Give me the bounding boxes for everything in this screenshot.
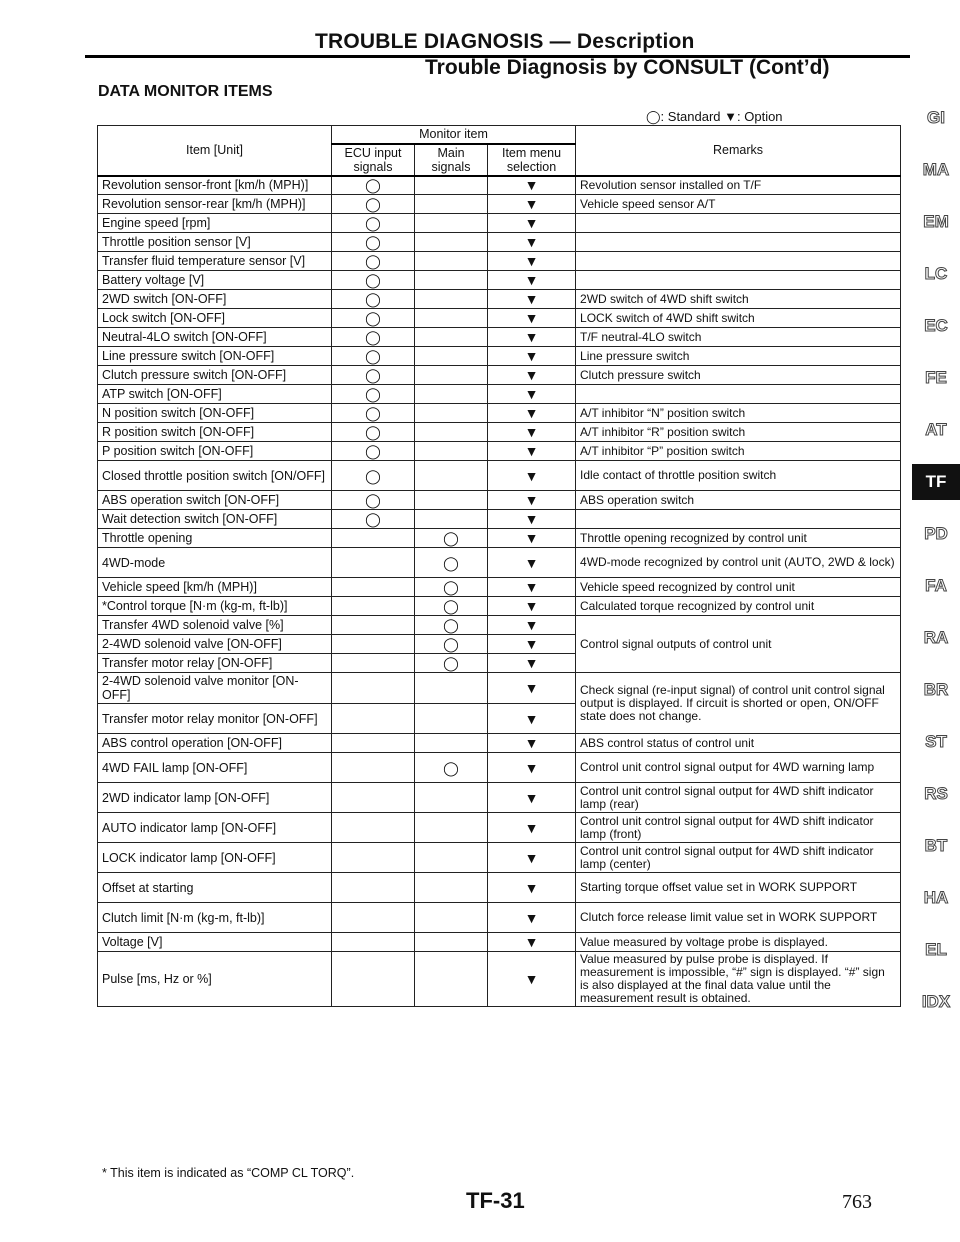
table-row bbox=[98, 734, 901, 753]
cell-main-signal bbox=[415, 385, 488, 404]
cell-item-menu: ▼ bbox=[488, 529, 576, 548]
table-row bbox=[98, 176, 901, 195]
cell-ecu-input bbox=[332, 952, 415, 1007]
cell-item: AUTO indicator lamp [ON-OFF] bbox=[98, 813, 332, 843]
cell-item: P position switch [ON-OFF] bbox=[98, 442, 332, 461]
cell-remarks: Calculated torque recognized by control unit bbox=[576, 597, 901, 616]
cell-ecu-input bbox=[332, 753, 415, 783]
header-main-signals: Main signals bbox=[415, 144, 488, 176]
cell-item-menu: ▼ bbox=[488, 510, 576, 529]
cell-remarks: Control signal outputs of control unit bbox=[576, 616, 901, 673]
cell-item-menu: ▼ bbox=[488, 290, 576, 309]
cell-item-menu: ▼ bbox=[488, 873, 576, 903]
table-row bbox=[98, 529, 901, 548]
header-item: Item [Unit] bbox=[98, 126, 332, 176]
cell-item: N position switch [ON-OFF] bbox=[98, 404, 332, 423]
cell-item: Engine speed [rpm] bbox=[98, 214, 332, 233]
cell-remarks: A/T inhibitor “N” position switch bbox=[576, 404, 901, 423]
cell-remarks bbox=[576, 214, 901, 233]
cell-main-signal: ◯ bbox=[415, 635, 488, 654]
cell-ecu-input: ◯ bbox=[332, 214, 415, 233]
section-tab-ha[interactable]: HA bbox=[923, 888, 949, 907]
cell-ecu-input: ◯ bbox=[332, 491, 415, 510]
cell-main-signal bbox=[415, 233, 488, 252]
section-tab-el[interactable]: EL bbox=[925, 940, 947, 959]
cell-remarks: Vehicle speed recognized by control unit bbox=[576, 578, 901, 597]
cell-item-menu: ▼ bbox=[488, 347, 576, 366]
cell-remarks: Clutch pressure switch bbox=[576, 366, 901, 385]
cell-item: ABS control operation [ON-OFF] bbox=[98, 734, 332, 753]
cell-item: *Control torque [N·m (kg-m, ft-lb)] bbox=[98, 597, 332, 616]
cell-item-menu: ▼ bbox=[488, 309, 576, 328]
cell-main-signal bbox=[415, 510, 488, 529]
cell-main-signal bbox=[415, 873, 488, 903]
cell-item-menu: ▼ bbox=[488, 635, 576, 654]
cell-ecu-input: ◯ bbox=[332, 309, 415, 328]
cell-remarks: 4WD-mode recognized by control unit (AUTO, 2WD & lock) bbox=[576, 548, 901, 578]
cell-main-signal bbox=[415, 328, 488, 347]
section-tab-fe[interactable]: FE bbox=[925, 368, 947, 387]
cell-remarks bbox=[576, 252, 901, 271]
cell-remarks: Control unit control signal output for 4WD warning lamp bbox=[576, 753, 901, 783]
cell-main-signal bbox=[415, 704, 488, 734]
cell-remarks: Check signal (re-input signal) of control unit control signal output is displayed. If circuit is shorted or open, ON/OFF state does not change. bbox=[576, 673, 901, 734]
cell-remarks bbox=[576, 271, 901, 290]
cell-main-signal bbox=[415, 252, 488, 271]
header-monitor-item: Monitor item bbox=[332, 126, 576, 144]
cell-item: Throttle opening bbox=[98, 529, 332, 548]
cell-remarks bbox=[576, 510, 901, 529]
cell-ecu-input: ◯ bbox=[332, 328, 415, 347]
cell-remarks: Control unit control signal output for 4WD shift indicator lamp (rear) bbox=[576, 783, 901, 813]
cell-ecu-input: ◯ bbox=[332, 404, 415, 423]
cell-item: Transfer motor relay monitor [ON-OFF] bbox=[98, 704, 332, 734]
table-row bbox=[98, 843, 901, 873]
cell-remarks: A/T inhibitor “P” position switch bbox=[576, 442, 901, 461]
cell-main-signal bbox=[415, 290, 488, 309]
cell-item: Transfer fluid temperature sensor [V] bbox=[98, 252, 332, 271]
cell-item: 2WD indicator lamp [ON-OFF] bbox=[98, 783, 332, 813]
cell-item-menu: ▼ bbox=[488, 753, 576, 783]
cell-item: Line pressure switch [ON-OFF] bbox=[98, 347, 332, 366]
table-row bbox=[98, 873, 901, 903]
cell-ecu-input bbox=[332, 783, 415, 813]
table-row bbox=[98, 290, 901, 309]
table-row bbox=[98, 813, 901, 843]
cell-item: 2-4WD solenoid valve monitor [ON-OFF] bbox=[98, 673, 332, 704]
cell-item-menu: ▼ bbox=[488, 252, 576, 271]
cell-main-signal bbox=[415, 366, 488, 385]
cell-item-menu: ▼ bbox=[488, 423, 576, 442]
page-code: TF-31 bbox=[466, 1188, 525, 1213]
cell-remarks: Starting torque offset value set in WORK SUPPORT bbox=[576, 873, 901, 903]
cell-item-menu: ▼ bbox=[488, 903, 576, 933]
cell-item: Clutch limit [N·m (kg-m, ft-lb)] bbox=[98, 903, 332, 933]
table-row bbox=[98, 328, 901, 347]
cell-remarks: Idle contact of throttle position switch bbox=[576, 461, 901, 491]
cell-ecu-input bbox=[332, 616, 415, 635]
cell-ecu-input: ◯ bbox=[332, 271, 415, 290]
cell-main-signal: ◯ bbox=[415, 578, 488, 597]
cell-item-menu: ▼ bbox=[488, 491, 576, 510]
cell-main-signal bbox=[415, 195, 488, 214]
cell-item-menu: ▼ bbox=[488, 176, 576, 195]
cell-main-signal bbox=[415, 214, 488, 233]
cell-ecu-input bbox=[332, 843, 415, 873]
cell-remarks: Value measured by voltage probe is displayed. bbox=[576, 933, 901, 952]
cell-item: Neutral-4LO switch [ON-OFF] bbox=[98, 328, 332, 347]
cell-remarks: Line pressure switch bbox=[576, 347, 901, 366]
data-monitor-table bbox=[97, 125, 901, 1007]
section-heading: DATA MONITOR ITEMS bbox=[98, 83, 273, 100]
cell-main-signal bbox=[415, 673, 488, 704]
cell-ecu-input bbox=[332, 704, 415, 734]
cell-remarks: LOCK switch of 4WD shift switch bbox=[576, 309, 901, 328]
section-tab-lc[interactable]: LC bbox=[924, 264, 948, 283]
cell-item: Revolution sensor-front [km/h (MPH)] bbox=[98, 176, 332, 195]
table-row bbox=[98, 491, 901, 510]
cell-main-signal bbox=[415, 783, 488, 813]
cell-ecu-input bbox=[332, 734, 415, 753]
cell-item-menu: ▼ bbox=[488, 328, 576, 347]
cell-item-menu: ▼ bbox=[488, 214, 576, 233]
cell-item-menu: ▼ bbox=[488, 734, 576, 753]
cell-ecu-input bbox=[332, 578, 415, 597]
table-row bbox=[98, 347, 901, 366]
cell-item-menu: ▼ bbox=[488, 366, 576, 385]
table-row bbox=[98, 423, 901, 442]
cell-item-menu: ▼ bbox=[488, 616, 576, 635]
cell-item: LOCK indicator lamp [ON-OFF] bbox=[98, 843, 332, 873]
cell-item-menu: ▼ bbox=[488, 404, 576, 423]
cell-ecu-input bbox=[332, 673, 415, 704]
table-row bbox=[98, 442, 901, 461]
cell-item: ABS operation switch [ON-OFF] bbox=[98, 491, 332, 510]
cell-ecu-input: ◯ bbox=[332, 423, 415, 442]
header-remarks: Remarks bbox=[576, 126, 901, 176]
cell-ecu-input bbox=[332, 873, 415, 903]
table-row bbox=[98, 616, 901, 635]
cell-item: Offset at starting bbox=[98, 873, 332, 903]
cell-main-signal bbox=[415, 404, 488, 423]
section-tab-bt[interactable]: BT bbox=[924, 836, 948, 855]
table-row bbox=[98, 952, 901, 1007]
cell-main-signal: ◯ bbox=[415, 616, 488, 635]
cell-main-signal: ◯ bbox=[415, 529, 488, 548]
cell-main-signal: ◯ bbox=[415, 654, 488, 673]
section-tabs bbox=[912, 108, 960, 1048]
cell-item-menu: ▼ bbox=[488, 813, 576, 843]
cell-item: Pulse [ms, Hz or %] bbox=[98, 952, 332, 1007]
cell-item-menu: ▼ bbox=[488, 385, 576, 404]
cell-main-signal bbox=[415, 952, 488, 1007]
page-number: 763 bbox=[842, 1191, 872, 1213]
cell-item: Vehicle speed [km/h (MPH)] bbox=[98, 578, 332, 597]
cell-remarks: Control unit control signal output for 4WD shift indicator lamp (front) bbox=[576, 813, 901, 843]
cell-item: Voltage [V] bbox=[98, 933, 332, 952]
cell-main-signal bbox=[415, 423, 488, 442]
cell-item: Battery voltage [V] bbox=[98, 271, 332, 290]
section-tab-br[interactable]: BR bbox=[923, 680, 949, 699]
cell-ecu-input: ◯ bbox=[332, 233, 415, 252]
table-row bbox=[98, 548, 901, 578]
cell-remarks: Vehicle speed sensor A/T bbox=[576, 195, 901, 214]
header-ecu-input: ECU input signals bbox=[332, 144, 415, 176]
cell-main-signal: ◯ bbox=[415, 548, 488, 578]
table-row bbox=[98, 753, 901, 783]
table-row bbox=[98, 578, 901, 597]
cell-remarks: Revolution sensor installed on T/F bbox=[576, 176, 901, 195]
cell-item: Closed throttle position switch [ON/OFF] bbox=[98, 461, 332, 491]
cell-remarks: ABS operation switch bbox=[576, 491, 901, 510]
cell-remarks: 2WD switch of 4WD shift switch bbox=[576, 290, 901, 309]
cell-main-signal bbox=[415, 734, 488, 753]
cell-item-menu: ▼ bbox=[488, 271, 576, 290]
footnote: * This item is indicated as “COMP CL TORQ”. bbox=[102, 1166, 355, 1180]
cell-main-signal bbox=[415, 347, 488, 366]
cell-item-menu: ▼ bbox=[488, 233, 576, 252]
cell-main-signal bbox=[415, 176, 488, 195]
cell-item-menu: ▼ bbox=[488, 933, 576, 952]
cell-ecu-input bbox=[332, 903, 415, 933]
cell-item: 2WD switch [ON-OFF] bbox=[98, 290, 332, 309]
cell-remarks: A/T inhibitor “R” position switch bbox=[576, 423, 901, 442]
cell-item-menu: ▼ bbox=[488, 704, 576, 734]
cell-ecu-input: ◯ bbox=[332, 442, 415, 461]
section-tab-ma[interactable]: MA bbox=[922, 160, 950, 179]
cell-item-menu: ▼ bbox=[488, 442, 576, 461]
cell-item: 2-4WD solenoid valve [ON-OFF] bbox=[98, 635, 332, 654]
cell-main-signal bbox=[415, 843, 488, 873]
table-row bbox=[98, 783, 901, 813]
cell-ecu-input: ◯ bbox=[332, 461, 415, 491]
cell-item-menu: ▼ bbox=[488, 654, 576, 673]
cell-main-signal bbox=[415, 933, 488, 952]
cell-item: 4WD FAIL lamp [ON-OFF] bbox=[98, 753, 332, 783]
section-tab-gi[interactable]: GI bbox=[927, 108, 945, 127]
cell-ecu-input bbox=[332, 529, 415, 548]
cell-main-signal bbox=[415, 813, 488, 843]
cell-item-menu: ▼ bbox=[488, 952, 576, 1007]
table-row bbox=[98, 597, 901, 616]
cell-item: Throttle position sensor [V] bbox=[98, 233, 332, 252]
table-row bbox=[98, 195, 901, 214]
cell-ecu-input: ◯ bbox=[332, 176, 415, 195]
table-row bbox=[98, 233, 901, 252]
page-title: TROUBLE DIAGNOSIS — Description bbox=[315, 30, 695, 53]
table-header bbox=[98, 126, 901, 176]
cell-main-signal: ◯ bbox=[415, 753, 488, 783]
section-tab-idx[interactable]: IDX bbox=[921, 992, 951, 1011]
cell-remarks bbox=[576, 233, 901, 252]
cell-ecu-input: ◯ bbox=[332, 385, 415, 404]
table-body bbox=[98, 176, 901, 1007]
cell-remarks: Control unit control signal output for 4WD shift indicator lamp (center) bbox=[576, 843, 901, 873]
table-row bbox=[98, 271, 901, 290]
cell-item: Clutch pressure switch [ON-OFF] bbox=[98, 366, 332, 385]
cell-item-menu: ▼ bbox=[488, 843, 576, 873]
cell-item-menu: ▼ bbox=[488, 461, 576, 491]
cell-ecu-input: ◯ bbox=[332, 290, 415, 309]
cell-remarks: Throttle opening recognized by control unit bbox=[576, 529, 901, 548]
cell-main-signal bbox=[415, 491, 488, 510]
cell-ecu-input bbox=[332, 597, 415, 616]
cell-main-signal bbox=[415, 309, 488, 328]
cell-remarks: Value measured by pulse probe is displayed. If measurement is impossible, “#” sign is displayed. “#” sign is also displayed at the final data value until the measurement result is obtained. bbox=[576, 952, 901, 1007]
page-subtitle: Trouble Diagnosis by CONSULT (Cont’d) bbox=[425, 56, 830, 79]
table-row bbox=[98, 510, 901, 529]
cell-remarks bbox=[576, 385, 901, 404]
section-tab-ra[interactable]: RA bbox=[923, 628, 949, 647]
section-tab-rs[interactable]: RS bbox=[924, 784, 948, 803]
table-row bbox=[98, 903, 901, 933]
cell-item: Transfer motor relay [ON-OFF] bbox=[98, 654, 332, 673]
cell-main-signal: ◯ bbox=[415, 597, 488, 616]
cell-ecu-input bbox=[332, 654, 415, 673]
cell-main-signal bbox=[415, 903, 488, 933]
cell-item: Wait detection switch [ON-OFF] bbox=[98, 510, 332, 529]
section-tab-em[interactable]: EM bbox=[923, 212, 949, 231]
cell-ecu-input bbox=[332, 933, 415, 952]
cell-item: Revolution sensor-rear [km/h (MPH)] bbox=[98, 195, 332, 214]
cell-item-menu: ▼ bbox=[488, 548, 576, 578]
cell-item: Transfer 4WD solenoid valve [%] bbox=[98, 616, 332, 635]
cell-ecu-input: ◯ bbox=[332, 252, 415, 271]
table-row bbox=[98, 933, 901, 952]
cell-ecu-input bbox=[332, 548, 415, 578]
cell-remarks: T/F neutral-4LO switch bbox=[576, 328, 901, 347]
cell-remarks: Clutch force release limit value set in WORK SUPPORT bbox=[576, 903, 901, 933]
table-row bbox=[98, 404, 901, 423]
cell-item: Lock switch [ON-OFF] bbox=[98, 309, 332, 328]
cell-item-menu: ▼ bbox=[488, 578, 576, 597]
section-tab-pd[interactable]: PD bbox=[924, 524, 948, 543]
table-row bbox=[98, 252, 901, 271]
table-row bbox=[98, 309, 901, 328]
table-row bbox=[98, 385, 901, 404]
cell-ecu-input: ◯ bbox=[332, 366, 415, 385]
legend: ◯: Standard ▼: Option bbox=[646, 109, 783, 124]
cell-ecu-input: ◯ bbox=[332, 195, 415, 214]
cell-main-signal bbox=[415, 271, 488, 290]
cell-ecu-input bbox=[332, 635, 415, 654]
cell-ecu-input: ◯ bbox=[332, 347, 415, 366]
cell-ecu-input: ◯ bbox=[332, 510, 415, 529]
cell-item-menu: ▼ bbox=[488, 597, 576, 616]
cell-item-menu: ▼ bbox=[488, 195, 576, 214]
cell-item: 4WD-mode bbox=[98, 548, 332, 578]
cell-main-signal bbox=[415, 461, 488, 491]
section-tab-at[interactable]: AT bbox=[925, 420, 947, 439]
header-item-menu: Item menu selection bbox=[488, 144, 576, 176]
table-row bbox=[98, 461, 901, 491]
cell-remarks: ABS control status of control unit bbox=[576, 734, 901, 753]
cell-item: ATP switch [ON-OFF] bbox=[98, 385, 332, 404]
section-tab-st[interactable]: ST bbox=[925, 732, 947, 751]
section-tab-fa[interactable]: FA bbox=[925, 576, 947, 595]
section-tab-tf[interactable]: TF bbox=[912, 464, 960, 500]
cell-item-menu: ▼ bbox=[488, 783, 576, 813]
table-row bbox=[98, 366, 901, 385]
cell-item-menu: ▼ bbox=[488, 673, 576, 704]
cell-main-signal bbox=[415, 442, 488, 461]
table-row bbox=[98, 214, 901, 233]
cell-item: R position switch [ON-OFF] bbox=[98, 423, 332, 442]
cell-ecu-input bbox=[332, 813, 415, 843]
section-tab-ec[interactable]: EC bbox=[924, 316, 948, 335]
table-row bbox=[98, 673, 901, 704]
